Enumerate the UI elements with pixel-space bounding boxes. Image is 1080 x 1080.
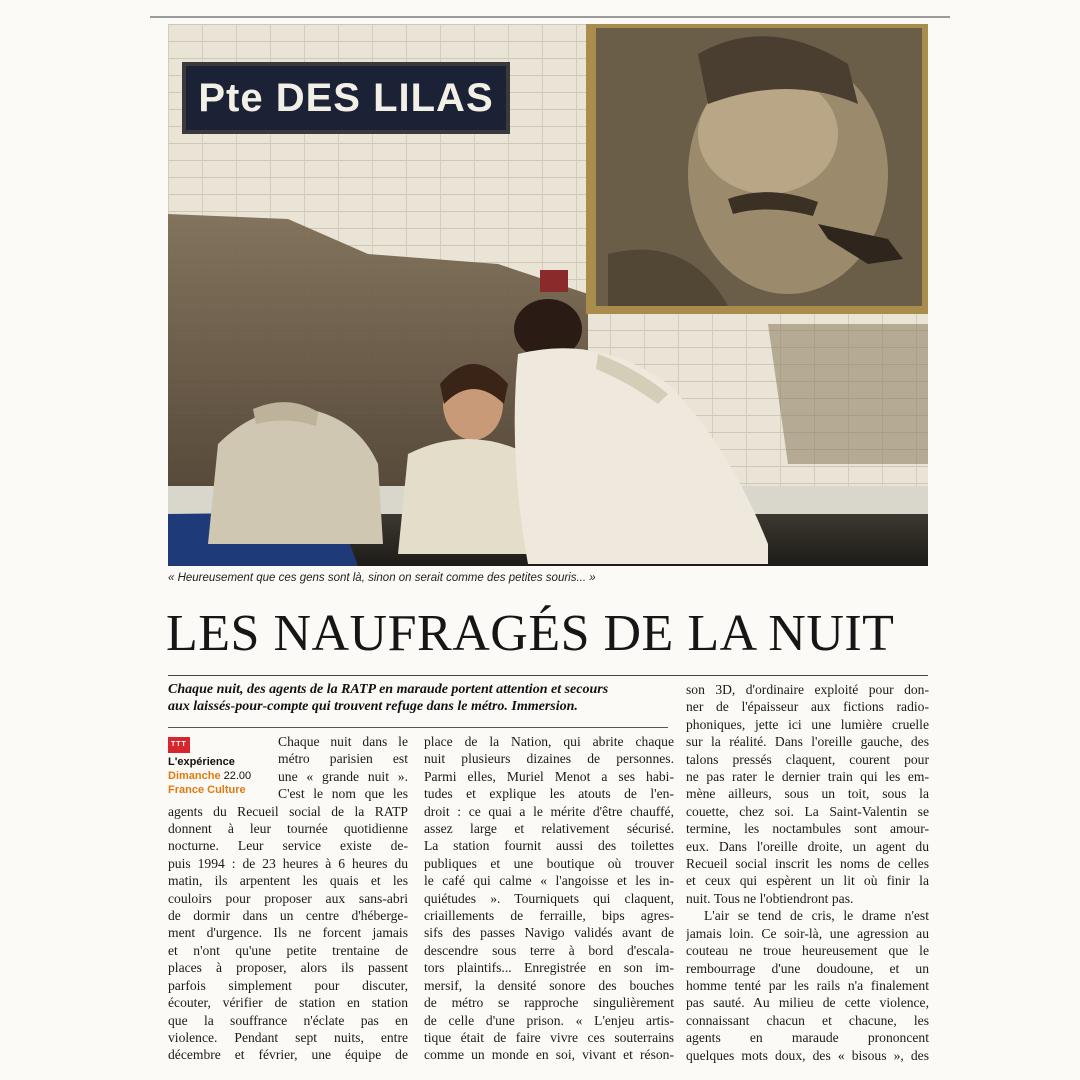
text-line: Recueil social inscrit les noms de celles (686, 856, 929, 872)
text-line: quiétudes ». Tourniquets qui claquent, (424, 890, 674, 906)
standfirst-line: Chaque nuit, des agents de la RATP en maraude portent attention et secours (168, 682, 609, 697)
text-line: Chaque nuit dans le (278, 734, 408, 749)
text-line: le café qui calme « l'angoisse et les in- (424, 873, 674, 889)
text-line: décembre et février, une équipe de (168, 1047, 408, 1063)
text-line: Parmi elles, Muriel Menot a ses habi- (424, 768, 674, 784)
top-rule (150, 16, 950, 18)
text-line: mersif, la densité sonore des bouches (424, 977, 674, 993)
text-line: que la souffrance n'éclate pas en (168, 1012, 408, 1028)
text-line: phoniques, jette ici une lumière cruelle (686, 716, 929, 732)
text-line: places à proposer, alors ils passent (168, 960, 408, 976)
text-line: eux. Dans l'oreille droite, un agent du (686, 838, 929, 854)
text-line: écouter, vérifier de station en station (168, 995, 408, 1011)
text-line: donnent à leur tournée quotidienne (168, 821, 408, 837)
text-line: ne pas rater le dernier train qui les em- (686, 769, 929, 785)
text-line: de celle d'une prison. « L'enjeu artis- (424, 1012, 674, 1028)
text-line: et n'ont qu'une petite trentaine de (168, 942, 408, 958)
text-line: nuit plusieurs dizaines de personnes. (424, 751, 674, 767)
text-line: talons pressés claquent, courent pour (686, 751, 929, 767)
text-line: une « grande nuit ». (278, 768, 408, 784)
text-line: quelques mots doux, des « bisous », des (686, 1047, 929, 1063)
standfirst-rule (168, 727, 668, 728)
text-line: son 3D, d'ordinaire exploité pour don- (686, 682, 929, 697)
headline-rule (168, 675, 928, 676)
text-line: descendre sous terre à bord d'escala- (424, 942, 674, 958)
text-line: agents du Recueil social de la RATP (168, 803, 408, 819)
text-line: rembourrage d'une doudoune, et un (686, 960, 929, 976)
text-line: publiques et une boutique où trouver (424, 855, 674, 871)
text-line: violence. Pendant sept nuits, entre (168, 1029, 408, 1045)
text-line: mène ailleurs, sous un toit, sous la (686, 786, 929, 802)
article-column-1 (168, 733, 408, 1064)
text-line: matin, ils arpentent les quais et les (168, 873, 408, 889)
text-line: assez large et relativement sécurisé. (424, 821, 674, 837)
standfirst (168, 681, 674, 715)
broadcast-time: 22.00 (223, 770, 252, 782)
text-line: de dormir dans un centre d'héberge- (168, 908, 408, 924)
article-column-2 (424, 733, 674, 1064)
text-line: place de la Nation, qui abrite chaque (424, 734, 674, 749)
rating-badge: TTT (168, 737, 190, 753)
text-line: termine, les noctambules sont amour- (686, 821, 929, 837)
text-line: sur la réalité. Dans l'oreille gauche, des (686, 734, 929, 750)
text-line: L'air se tend de cris, le drame n'est (704, 908, 929, 924)
text-line: jamais loin. Ce soir-là, une agression au (686, 925, 929, 941)
broadcast-day: Dimanche (168, 770, 221, 782)
metro-photo (168, 24, 928, 566)
article-column-3 (686, 681, 929, 1064)
programme-title: L'expérience (168, 756, 235, 768)
text-line: C'est le nom que les (278, 786, 408, 802)
text-line: et ceux qui espèrent un lit où finir la (686, 873, 929, 889)
text-line: droit : ce quai a le mérite d'être chauffé, (424, 803, 674, 819)
text-line: couette, chez soi. La Saint-Valentin se (686, 803, 929, 819)
standfirst-line: aux laissés-pour-compte qui trouvent refuge dans le métro. Immersion. (168, 699, 578, 714)
text-line: nocturne. Leur service existe de- (168, 838, 408, 854)
text-line: tique était de faire vivre ces souterrains (424, 1029, 674, 1045)
text-line: couloirs pour proposer aux sans-abri (168, 890, 408, 906)
text-line: nuit. Tous ne l'obtiendront pas. (686, 890, 854, 906)
text-line: sifs des passes Navigo validés avant de (424, 925, 674, 941)
text-line: criaillements de ferraille, bips agres- (424, 908, 674, 924)
text-line: homme tenté par les rails n'a finalement (686, 977, 929, 993)
photo-caption: « Heureusement que ces gens sont là, sinon on serait comme des petites souris... » (168, 572, 596, 584)
text-line: ment d'urgence. Ils ne forcent jamais (168, 925, 408, 941)
text-line: ner de l'épaisseur aux fictions radio- (686, 699, 929, 715)
text-line: couteau ne troue heureusement que le (686, 943, 929, 959)
text-line: tudes et explique les atouts de l'en- (424, 786, 674, 802)
text-line: parfois simplement pour discuter, (168, 977, 408, 993)
text-line: métro parisien est (278, 751, 408, 767)
text-line: de métro se rapproche singulièrement (424, 995, 674, 1011)
text-line: puis 1994 : de 23 heures à 6 heures du (168, 855, 408, 871)
text-line: connaissant chacun et chacune, les (686, 1012, 929, 1028)
text-line: tors plaintifs... Enregistrée en son im- (424, 960, 674, 976)
station-sign: Pte DES LILAS (182, 62, 510, 134)
text-line: agents en maraude prononcent (686, 1030, 929, 1046)
text-line: pas sauté. Au milieu de cette violence, (686, 995, 929, 1011)
text-line: comme un monde en soi, vivant et réson- (424, 1047, 674, 1063)
text-line: La station fournit aussi des toilettes (424, 838, 674, 854)
headline: LES NAUFRAGÉS DE LA NUIT (166, 605, 895, 662)
broadcast-station: France Culture (168, 784, 246, 796)
